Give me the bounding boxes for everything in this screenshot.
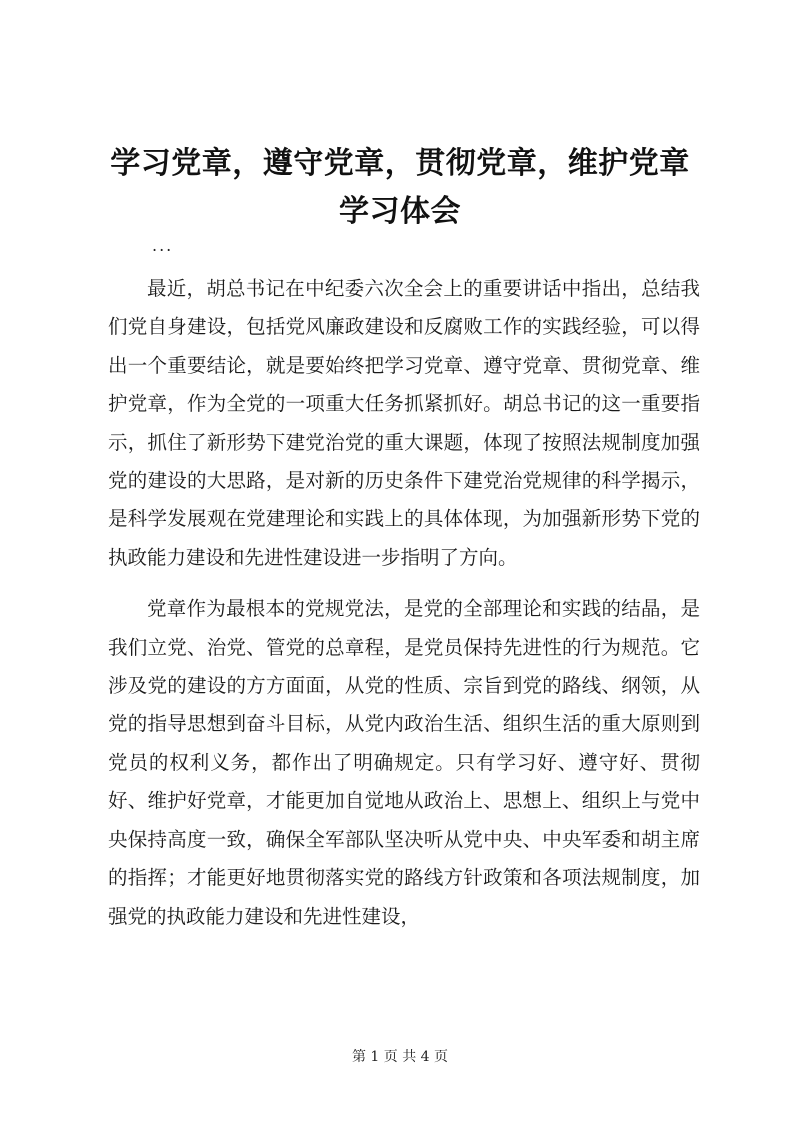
ellipsis-marker: ... [152, 236, 174, 255]
paragraph-2: 党章作为最根本的党规党法，是党的全部理论和实践的结晶，是我们立党、治党、管党的总章程，是党员保持先进性的行为规范。它涉及党的建设的方方面面，从党的性质、宗旨到党的路线、纲领，从党的指导思想到奋斗目标，从党内政治生活、组织生活的重大原则到党员的权利义务，都作出了明确规定。只有学习好、遵守好、贯彻好、维护好党章，才能更加自觉地从政治上、思想上、组织上与党中央保持高度一致，确保全军部队坚决听从党中央、中央军委和胡主席的指挥；才能更好地贯彻落实党的路线方针政策和各项法规制度，加强党的执政能力建设和先进性建设， [108, 597, 700, 928]
page-footer: 第 1 页 共 4 页 [351, 1049, 449, 1065]
document-body [108, 270, 700, 936]
paragraph-1: 最近，胡总书记在中纪委六次全会上的重要讲话中指出，总结我们党自身建设，包括党风廉政建设和反腐败工作的实践经验，可以得出一个重要结论，就是要始终把学习党章、遵守党章、贯彻党章、维护党章，作为全党的一项重大任务抓紧抓好。胡总书记的这一重要指示，抓住了新形势下建党治党的重大课题，体现了按照法规制度加强党的建设的大思路，是对新的历史条件下建党治党规律的科学揭示，是科学发展观在党建理论和实践上的具体体现，为加强新形势下党的执政能力建设和先进性建设进一步指明了方向。 [108, 277, 700, 569]
document-title: 学习党章，遵守党章，贯彻党章，维护党章学习体会 [110, 146, 690, 229]
